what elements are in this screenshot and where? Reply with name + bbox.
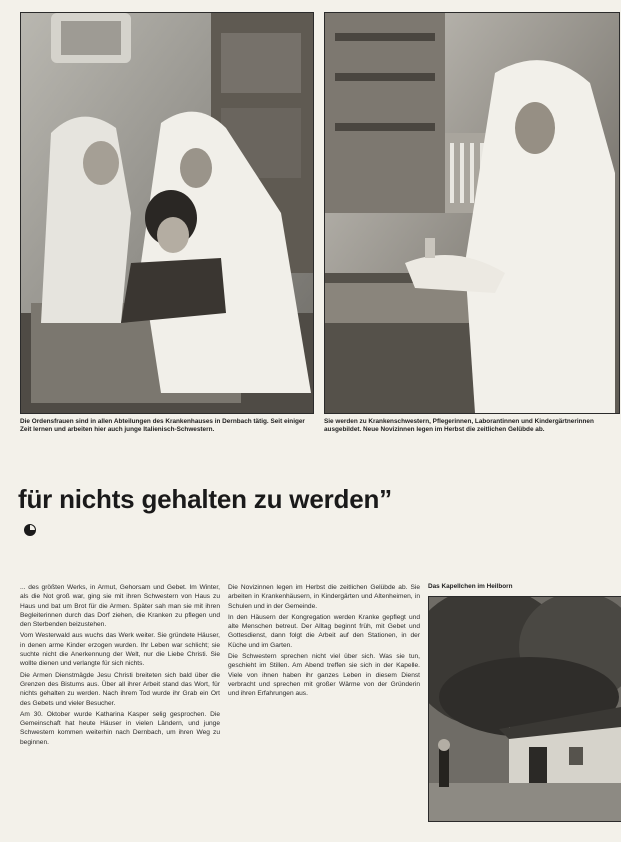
paragraph: Die Novizinnen legen im Herbst die zeitlichen Gelübde ab. Sie arbeiten in Krankenhäusern, in Kindergärten und Altenheimen, in Schulen und in der Gemeinde.: [228, 584, 420, 610]
paragraph: Am 30. Oktober wurde Katharina Kasper selig gesprochen. Die Gemeinschaft hat heute Häuser in vielen Ländern, und junge Schwestern kommen weiterhin nach Dernbach, um ihren Weg zu beginnen.: [20, 710, 220, 746]
article-column-1: [20, 583, 220, 829]
paragraph: Die Armen Dienstmägde Jesu Christi breiteten sich bald über die Grenzen des Bistums aus. Über all ihrer Arbeit stand das Wort, für nichts gehalten zu werden. Nach ihrem Tod wurde ihr Grab ein Ort des Gebets und vieler Besucher.: [20, 671, 220, 707]
photo-nun-in-laboratory: [324, 12, 620, 414]
bullet-ornament-icon: [22, 522, 38, 538]
photo-nun-in-laboratory-image: [325, 13, 619, 413]
photo-nuns-with-patient: [20, 12, 314, 414]
caption-chapel-photo: Das Kapellchen im Heilborn: [428, 583, 513, 590]
photo-chapel: [428, 596, 621, 822]
caption-right-photo: Sie werden zu Krankenschwestern, Pflegerinnen, Laborantinnen und Kindergärtnerinnen ausgebildet. Neue Novizinnen legen im Herbst die zeitlichen Gelübde ab.: [324, 418, 594, 433]
caption-left-photo: Die Ordensfrauen sind in allen Abteilungen des Krankenhauses in Dernbach tätig. Seit einiger Zeit lernen und arbeiten hier auch junge Italienisch-Schwestern.: [20, 418, 305, 433]
article-headline: für nichts gehalten zu werden”: [18, 484, 392, 514]
paragraph: Vom Westerwald aus wuchs das Werk weiter. Sie gründete Häuser, in denen arme Kinder erzogen wurden. Ihr Leben war schlicht; sie suchte nicht die Anerkennung der Welt, nur die Liebe Christi. Sie wollte dienen und verlangte für sich nichts.: [20, 632, 220, 668]
paragraph: In den Häusern der Kongregation werden Kranke gepflegt und alte Menschen betreut. Der Alltag beginnt früh, mit Gebet und Gottesdienst, dann folgt die Arbeit auf den Stationen, in der Küche und im Garten.: [228, 613, 420, 649]
photo-nuns-with-patient-image: [21, 13, 313, 413]
paragraph: Die Schwestern sprechen nicht viel über sich. Was sie tun, geschieht im Stillen. Am Abend treffen sie sich in der Kapelle. Viele von ihnen haben ihr ganzes Leben in diesem Dienst verbracht und sprechen mit großer Wärme von der Gründerin und ihren Erfahrungen aus.: [228, 653, 420, 698]
article-column-2: [228, 583, 420, 829]
paragraph: ... des größten Werks, in Armut, Gehorsam und Gebet. Im Winter, als die Not groß war, ging sie mit ihren Schwestern von Haus zu Haus und bat um Brot für die Armen. Später sah man sie mit ihren Begleiterinnen durch das Dorf ziehen, die Kranken zu pflegen und den Sterbenden beizustehen.: [20, 584, 220, 629]
photo-chapel-image: [429, 597, 621, 821]
